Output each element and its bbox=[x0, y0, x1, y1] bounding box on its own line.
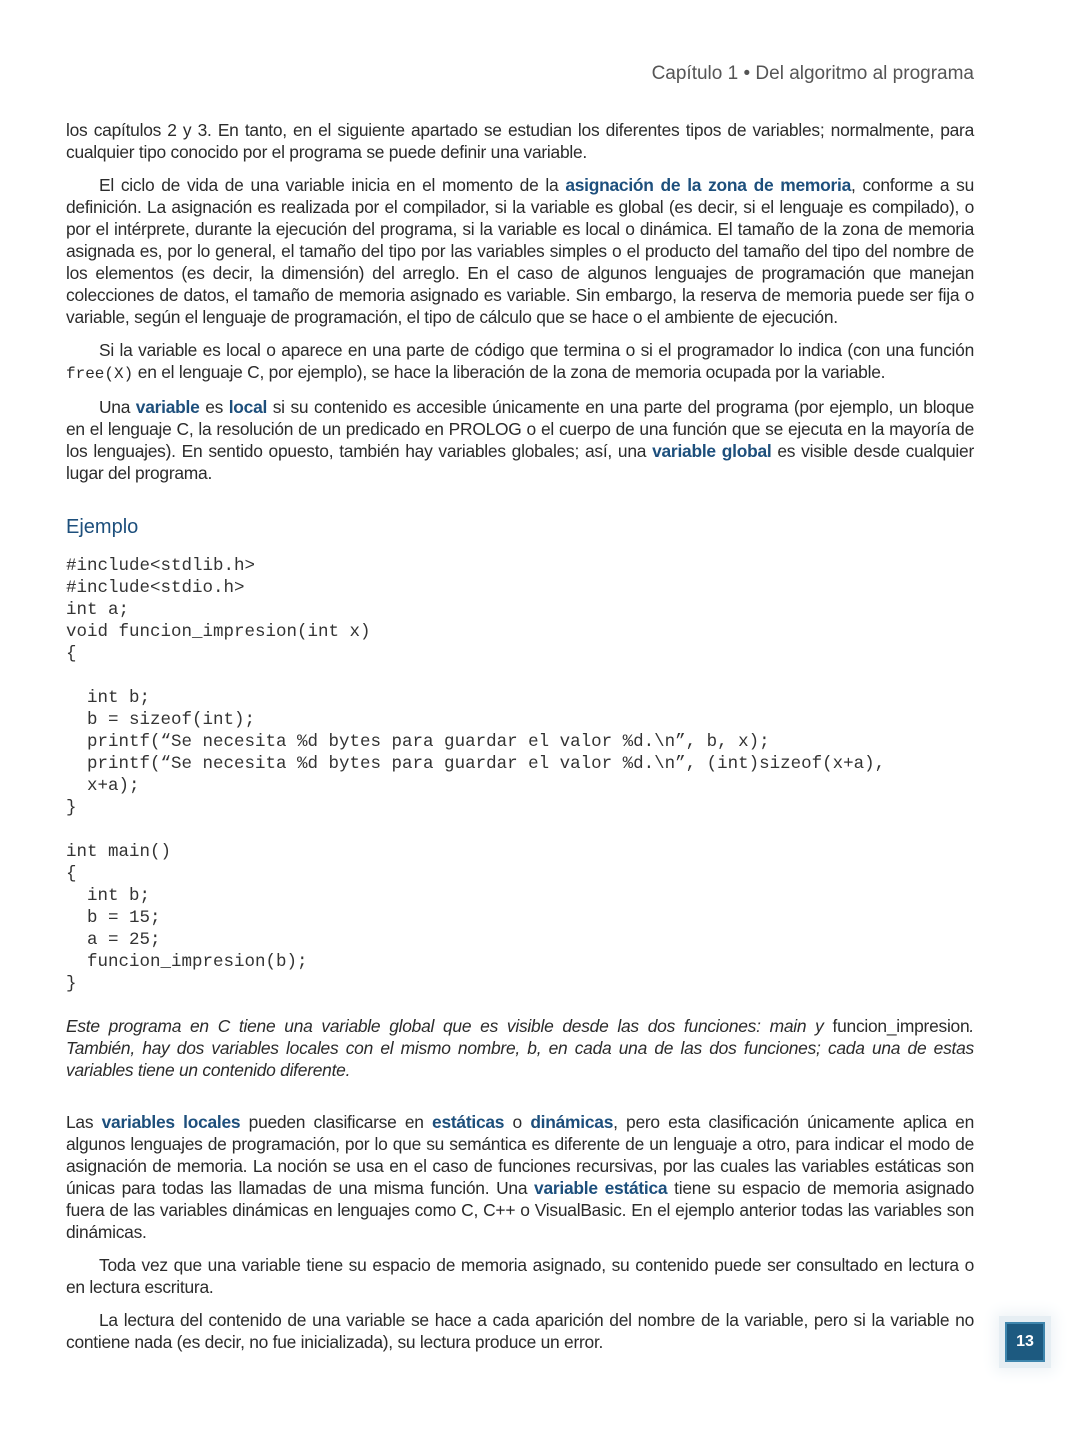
code-listing: #include<stdlib.h> #include<stdio.h> int a; void funcion_impresion(int x) { int b; b = sizeof(int); printf(“Se necesita %d bytes para guardar el valor %d.\n”, b, x); printf(“Se necesita %d bytes para guardar el valor %d.\n”, (int)sizeof(x+a), x+a); } int main() { int b; b = 15; a = 25; funcion_impresion(b); } bbox=[66, 556, 886, 994]
text: en el lenguaje C, por ejemplo), se hace la liberación de la zona de memoria ocupada por la variable. bbox=[133, 362, 886, 382]
paragraph: Toda vez que una variable tiene su espacio de memoria asignado, su contenido puede ser consultado en lectura o en lectura escritura. bbox=[66, 1255, 974, 1297]
running-header: Capítulo 1 • Del algoritmo al programa bbox=[651, 63, 974, 84]
text: El ciclo de vida de una variable inicia en el momento de la bbox=[99, 175, 566, 195]
paragraph bbox=[66, 174, 974, 328]
text: , pero esta clasificación únicamente aplica en algunos lenguajes de programación, por lo que su semántica es diferente de un lenguaje a otro, para indicar el modo de asignación de memoria. La noción se usa en el caso de funciones recursivas, por las cuales las variables estáticas son únicas para todas las llamadas de una misma función. Una bbox=[66, 1112, 975, 1198]
text: Si la variable es local o aparece en una parte de código que termina o si el programador lo indica (con una función bbox=[99, 340, 974, 360]
text: pueden clasificarse en bbox=[240, 1112, 433, 1132]
term: local bbox=[228, 397, 268, 417]
paragraph: los capítulos 2 y 3. En tanto, en el siguiente apartado se estudian los diferentes tipos de variables; normalmente, para cualquier tipo conocido por el programa se puede definir una variable. bbox=[66, 120, 974, 162]
term: estáticas bbox=[432, 1112, 505, 1132]
term: variables locales bbox=[101, 1112, 241, 1132]
text: . También, hay dos variables locales con el mismo nombre, b, en cada una de las dos funciones; cada una de estas variables tiene un contenido diferente. bbox=[66, 1016, 974, 1080]
text: es visible desde cualquier lugar del programa. bbox=[66, 441, 975, 483]
paragraph bbox=[66, 1111, 974, 1243]
text: o bbox=[504, 1112, 531, 1132]
text: , conforme a su definición. La asignación es realizada por el compilador, si la variable es global (es decir, si el lenguaje es compilado), o por el intérprete, durante la ejecución del programa, si la variable es local o dinámica. El tamaño de la zona de memoria asignada es, por lo general, el tamaño del tipo por las variables simples o el producto del tamaño del tipo del nombre de los elementos (es decir, la dimensión) del arreglo. En el caso de algunos lenguajes de programación que manejan colecciones de datos, el tamaño de memoria asignado es variable. Sin embargo, la reserva de memoria puede ser fija o variable, según el lenguaje de programación, el tipo de cálculo que se hace o el ambiente de ejecución. bbox=[66, 175, 974, 327]
text: Una bbox=[99, 397, 136, 417]
paragraph bbox=[66, 396, 974, 484]
example-heading: Ejemplo bbox=[66, 516, 139, 538]
term: variable estática bbox=[534, 1178, 668, 1198]
text: es bbox=[199, 397, 229, 417]
function-name: funcion_impresion bbox=[832, 1016, 970, 1036]
term: dinámicas bbox=[530, 1112, 614, 1132]
text: si su contenido es accesible únicamente en una parte del programa (por ejemplo, un bloque en el lenguaje C, la resolución de un predicado en PROLOG o el cuerpo de una función que se ejecuta en la mayoría de los lenguajes). En sentido opuesto, también hay variables globales; así, una bbox=[66, 397, 974, 461]
page-number-badge: 13 bbox=[1005, 1322, 1045, 1362]
term: variable global bbox=[652, 441, 772, 461]
paragraph: La lectura del contenido de una variable se hace a cada aparición del nombre de la variable, pero si la variable no contiene nada (es decir, no fue inicializada), su lectura produce un error. bbox=[66, 1310, 974, 1352]
text: tiene su espacio de memoria asignado fuera de las variables dinámicas en lenguajes como C, C++ o VisualBasic. En el ejemplo anterior todas las variables son dinámicas. bbox=[66, 1178, 974, 1242]
inline-code: free(X) bbox=[66, 365, 134, 383]
term: asignación de la zona de memoria bbox=[565, 175, 851, 195]
text: Las bbox=[66, 1112, 102, 1132]
code-caption bbox=[66, 1015, 974, 1081]
term: variable bbox=[135, 397, 200, 417]
text: Este programa en C tiene una variable global que es visible desde las dos funciones: main y bbox=[66, 1016, 833, 1036]
paragraph bbox=[66, 339, 974, 385]
